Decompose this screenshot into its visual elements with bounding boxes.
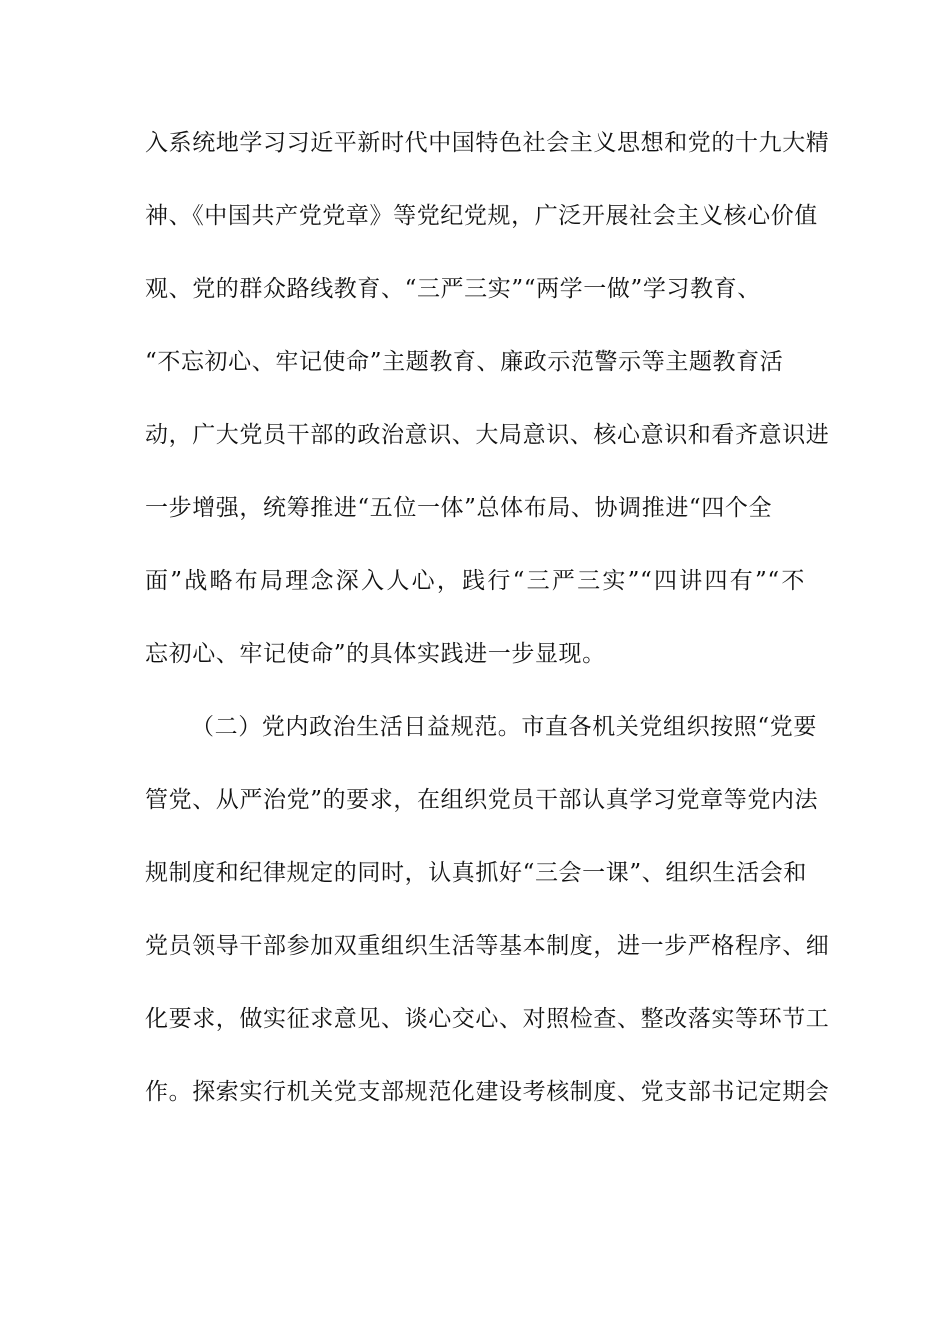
text-line: 面”战略布局理念深入人心，践行“三严三实”“四讲四有”“不 <box>145 568 805 594</box>
text-line: 管党、从严治党”的要求，在组织党员干部认真学习党章等党内法 <box>145 787 819 813</box>
text-line: 入系统地学习习近平新时代中国特色社会主义思想和党的十九大精 <box>145 130 830 156</box>
text-line: 观、党的群众路线教育、“三严三实”“两学一做”学习教育、 <box>145 276 761 302</box>
text-line: 化要求，做实征求意见、谈心交心、对照检查、整改落实等环节工 <box>145 1006 830 1032</box>
section-heading-line: （二）党内政治生活日益规范。市直各机关党组织按照“党要 <box>191 714 817 740</box>
text-line: 一步增强，统筹推进“五位一体”总体布局、协调推进“四个全 <box>145 495 773 521</box>
text-line: “不忘初心、牢记使命”主题教育、廉政示范警示等主题教育活 <box>145 349 784 375</box>
text-line: 动，广大党员干部的政治意识、大局意识、核心意识和看齐意识进 <box>145 422 830 448</box>
text-line: 作。探索实行机关党支部规范化建设考核制度、党支部书记定期会 <box>145 1079 830 1105</box>
text-line: 党员领导干部参加双重组织生活等基本制度，进一步严格程序、细 <box>145 933 830 959</box>
text-line: 神、《中国共产党党章》等党纪党规，广泛开展社会主义核心价值 <box>145 203 818 229</box>
body-text <box>145 127 830 1149</box>
text-line: 规制度和纪律规定的同时，认真抓好“三会一课”、组织生活会和 <box>145 860 807 886</box>
paragraph-end-line: 忘初心、牢记使命”的具体实践进一步显现。 <box>145 641 606 667</box>
